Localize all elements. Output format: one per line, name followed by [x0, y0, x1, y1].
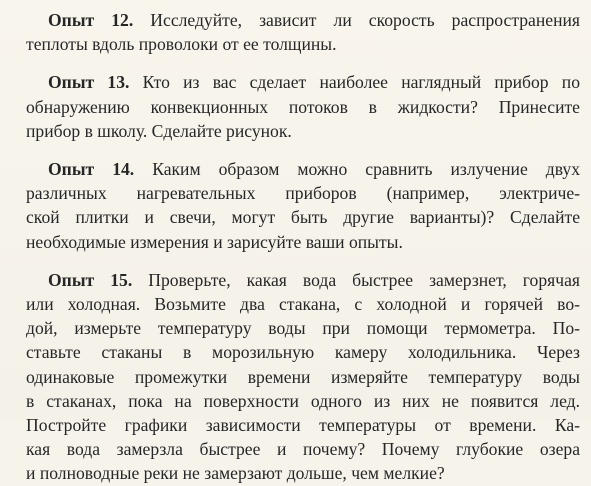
- experiment-15-text-1: Проверьте, какая вода быстрее замерзнет, горячая: [132, 269, 580, 290]
- experiment-12-label: Опыт 12.: [48, 10, 134, 30]
- experiment-14-line-2: различных нагревательных приборов (например, электриче-: [26, 183, 580, 204]
- experiment-15-line-4: ставьте стаканы в морозильную камеру холодильника. Через: [26, 342, 580, 363]
- experiment-12-line-1: [26, 8, 580, 32]
- experiment-15-line-1: [26, 268, 580, 292]
- experiment-15-line-3: дой, измерьте температуру воды при помощи термометра. По-: [26, 318, 580, 339]
- experiment-13-line-2: обнаружению конвекционных потоков в жидкости? Принесите: [26, 96, 580, 117]
- experiment-15-line-9: и полноводные реки не замерзают дольше, чем мелкие?: [26, 463, 445, 484]
- experiment-13-line-3: прибор в школу. Сделайте рисунок.: [26, 120, 292, 141]
- experiment-12-line-2: теплоты вдоль проволоки от ее толщины.: [26, 34, 337, 55]
- experiment-14: [26, 157, 580, 254]
- experiment-13-label: Опыт 13.: [48, 72, 130, 93]
- experiment-13: [26, 70, 580, 143]
- experiment-14-text-1: Каким образом можно сравнить излучение двух: [134, 159, 581, 180]
- experiment-14-line-4: необходимые измерения и зарисуйте ваши опыты.: [26, 231, 403, 252]
- experiment-14-line-3: ской плитки и свечи, могут быть другие варианты)? Сделайте: [26, 207, 580, 228]
- experiment-15-line-5: одинаковые промежутки времени измеряйте температуру воды: [26, 366, 580, 387]
- experiment-15-label: Опыт 15.: [48, 269, 133, 290]
- experiment-13-line-1: [26, 70, 580, 94]
- experiment-15-line-6: в стаканах, пока на поверхности одного из них не появится лед.: [26, 390, 580, 411]
- experiment-15: [26, 268, 580, 486]
- experiment-14-line-1: [26, 157, 580, 181]
- experiment-14-label: Опыт 14.: [48, 159, 135, 180]
- experiment-12: [26, 8, 580, 56]
- experiment-15-line-7: Постройте графики зависимости температуры от времени. Ка-: [26, 415, 580, 436]
- experiment-12-text-1: Исследуйте, зависит ли скорость распространения: [133, 10, 580, 30]
- experiment-15-line-8: кая вода замерзла быстрее и почему? Почему глубокие озера: [26, 439, 580, 460]
- experiment-13-text-1: Кто из вас сделает наиболее наглядный прибор по: [129, 72, 581, 93]
- experiment-15-line-2: или холодная. Возьмите два стакана, с холодной и горячей во-: [26, 294, 580, 315]
